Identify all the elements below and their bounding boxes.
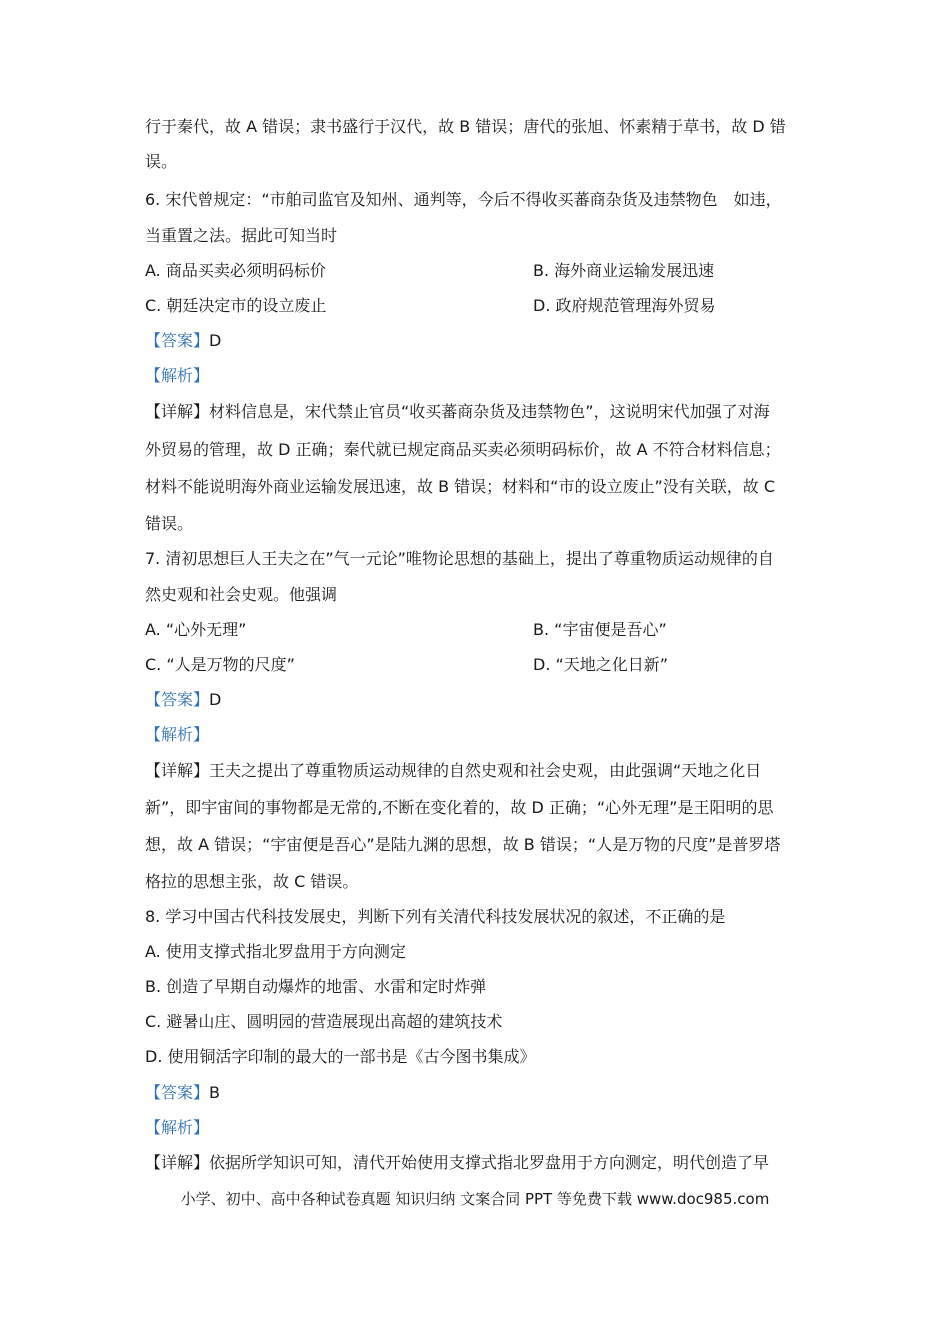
text-line: 错误。 <box>145 514 194 533</box>
text-line: 新”，即宇宙间的事物都是无常的,不断在变化着的，故 D 正确；“心外无理”是王阳明的思 <box>145 798 774 817</box>
question-8-option-c: C. 避暑山庄、圆明园的营造展现出高超的建筑技术 <box>145 1012 503 1031</box>
text-line: 误。 <box>145 152 178 171</box>
question-8-option-a: A. 使用支撑式指北罗盘用于方向测定 <box>145 942 406 961</box>
page-footer: 小学、初中、高中各种试卷真题 知识归纳 文案合同 PPT 等免费下载 www.doc985.com <box>180 1190 770 1208</box>
question-6-option-c: C. 朝廷决定市的设立废止 <box>145 296 327 315</box>
detail-tag: 【详解】 <box>145 1153 210 1172</box>
analysis-tag: 【解析】 <box>145 366 210 385</box>
question-6-detail <box>145 402 770 422</box>
text-line: 想，故 A 错误；“宇宙便是吾心”是陆九渊的思想，故 B 错误；“人是万物的尺度”是普罗塔 <box>145 835 781 854</box>
question-7-option-a: A. “心外无理” <box>145 620 247 639</box>
question-7-stem: 然史观和社会史观。他强调 <box>145 585 338 604</box>
answer-tag: 【答案】 <box>145 331 210 350</box>
answer-tag: 【答案】 <box>145 1083 210 1102</box>
question-7-answer <box>145 690 221 710</box>
detail-tag: 【详解】 <box>145 761 210 780</box>
question-8-option-b: B. 创造了早期自动爆炸的地雷、水雷和定时炸弹 <box>145 977 487 996</box>
question-8-answer <box>145 1083 220 1103</box>
question-7-option-b: B. “宇宙便是吾心” <box>533 620 667 639</box>
answer-value: B <box>209 1083 220 1102</box>
answer-value: D <box>209 331 222 350</box>
text-line: 格拉的思想主张，故 C 错误。 <box>145 872 359 891</box>
answer-tag: 【答案】 <box>145 690 210 709</box>
question-7-option-d: D. “天地之化日新” <box>533 655 669 674</box>
text-line: 材料不能说明海外商业运输发展迅速，故 B 错误；材料和“市的设立废止”没有关联，故 C <box>145 477 775 496</box>
question-8-option-d: D. 使用铜活字印制的最大的一部书是《古今图书集成》 <box>145 1047 536 1066</box>
question-8-stem: 8. 学习中国古代科技发展史，判断下列有关清代科技发展状况的叙述，不正确的是 <box>145 907 726 926</box>
text-line: 行于秦代，故 A 错误；隶书盛行于汉代，故 B 错误；唐代的张旭、怀素精于草书，故 D 错 <box>145 117 786 136</box>
question-7-detail <box>145 761 761 781</box>
question-6-stem: 当重置之法。据此可知当时 <box>145 226 338 245</box>
detail-text: 材料信息是，宋代禁止官员“收买蕃商杂货及违禁物色”，这说明宋代加强了对海 <box>209 402 770 421</box>
analysis-tag: 【解析】 <box>145 725 210 744</box>
analysis-tag: 【解析】 <box>145 1118 210 1137</box>
question-6-option-a: A. 商品买卖必须明码标价 <box>145 261 326 280</box>
question-6-option-b: B. 海外商业运输发展迅速 <box>533 261 715 280</box>
question-7-option-c: C. “人是万物的尺度” <box>145 655 295 674</box>
question-6-stem: 6. 宋代曾规定：“市舶司监官及知州、通判等，今后不得收买蕃商杂货及违禁物色 如违， <box>145 190 782 209</box>
question-6-answer <box>145 331 221 351</box>
answer-value: D <box>209 690 222 709</box>
detail-tag: 【详解】 <box>145 402 210 421</box>
question-6-option-d: D. 政府规范管理海外贸易 <box>533 296 716 315</box>
question-7-stem: 7. 清初思想巨人王夫之在”气一元论”唯物论思想的基础上，提出了尊重物质运动规律的自 <box>145 549 774 568</box>
detail-text: 依据所学知识可知，清代开始使用支撑式指北罗盘用于方向测定，明代创造了早 <box>209 1153 770 1172</box>
detail-text: 王夫之提出了尊重物质运动规律的自然史观和社会史观，由此强调“天地之化日 <box>209 761 762 780</box>
text-line: 外贸易的管理，故 D 正确；秦代就已规定商品买卖必须明码标价，故 A 不符合材料信息； <box>145 440 781 459</box>
question-8-detail <box>145 1153 769 1173</box>
